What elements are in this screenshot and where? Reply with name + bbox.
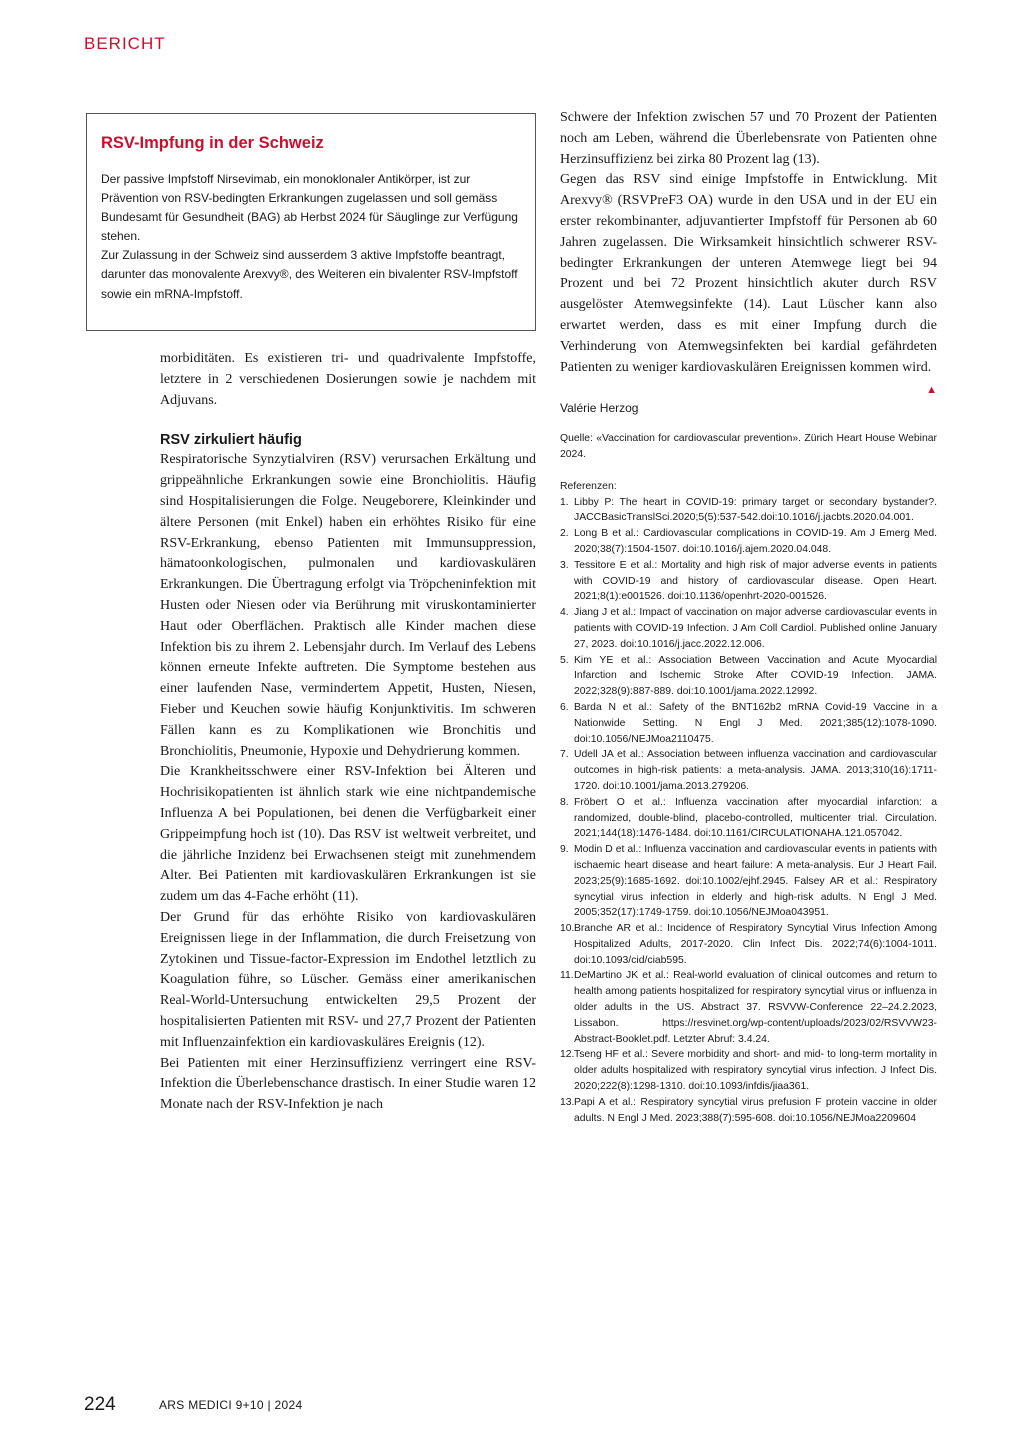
body-paragraph [560,170,937,397]
reference-number: 6. [560,701,569,713]
reference-item [560,921,937,968]
reference-number: 2. [560,528,569,540]
journal-issue: ARS MEDICI 9+10 | 2024 [159,1398,303,1412]
end-of-article-icon: ▲ [926,384,937,397]
right-column [560,108,937,1126]
reference-item [560,526,937,558]
info-box [86,113,536,331]
reference-number: 11. [560,970,574,982]
body-paragraph: Bei Patienten mit einer Herzinsuffizienz verringert eine RSV-Infektion die Überlebenschance drastisch. In einer Studie waren 12 Monate nach der RSV-Infektion je nach [160,1055,536,1113]
references-list [560,495,937,1127]
reference-number: 8. [560,796,569,808]
reference-item [560,605,937,652]
reference-item [560,747,937,794]
reference-item [560,842,937,921]
section-label: BERICHT [84,34,166,53]
reference-text: Tessitore E et al.: Mortality and high risk of major adverse events in patients with COVID-19 and history of cardiovascular disease. Open Heart. 2021;8(1):e001526. doi:10.1136/openhrt-2020-001526. [574,559,937,603]
reference-text: Branche AR et al.: Incidence of Respiratory Syncytial Virus Infection Among Hospitalized Adults, 2017-2020. Clin Infect Dis. 2022;74(6):1004-1011. doi:10.1093/cid/ciab595. [574,923,937,966]
body-paragraph: Die Krankheitsschwere einer RSV-Infektion bei Älteren und Hochrisikopatienten ist ähnlich stark wie eine nichtpandemische Influenza A bei Populationen, bei denen die Verfügbarkeit einer Grippeimpfung hoch ist (10). Das RSV ist weltweit verbreitet, und die jährliche Inzidenz bei Erwachsenen steigt mit zunehmendem Alter. Bei Patienten mit kardiovaskulären Erkrankungen ist sie zudem um das 4-Fache erhöht (11). [160,764,536,905]
reference-text: Long B et al.: Cardiovascular complications in COVID-19. Am J Emerg Med. 2020;38(7):1504-1507. doi:10.1016/j.ajem.2020.04.048. [574,528,937,555]
reference-item [560,558,937,605]
body-paragraph: Respiratorische Synzytialviren (RSV) verursachen Erkältung und grippeähnliche Erkrankungen sowie eine Bronchiolitis. Häufig sind Hospitalisierungen die Folge. Neugeborere, Kleinkinder und ältere Personen (mit Enkel) haben ein erhöhtes Risiko für eine RSV-Erkrankung, ebenso Patienten mit Immunsuppression, hämatoonkologischen, pulmonalen und kardiovaskulären Erkrankungen. Die Übertragung erfolgt via Tröpcheninfektion mit Husten oder Niesen oder via Berührung mit viruskontaminierter Haut oder Oberflächen. Praktisch alle Kinder machen diese Infektion bis zu ihrem 2. Lebensjahr durch. Im Verlauf des Lebens können erneute Infekte auftreten. Die Symptome bestehen aus einer laufenden Nase, vermindertem Appetit, Husten, Niesen, Fieber und Keuchen sowie häufig Konjunktivitis. Im schweren Fällen kann es zu Komplikationen wie Bronchitis und Bronchiolitis, Pneumonie, Hypoxie und Dehydrierung kommen. [160,452,536,759]
left-column [160,349,536,1116]
reference-number: 12. [560,1049,575,1061]
reference-item [560,495,937,527]
body-paragraph: morbiditäten. Es existieren tri- und quadrivalente Impfstoffe, letztere in 2 verschiedenen Dosierungen sowie je nachdem mit Adjuvans. [160,351,536,408]
info-box-paragraph: Der passive Impfstoff Nirsevimab, ein monoklonaler Antikörper, ist zur Prävention von RSV-bedingten Erkrankungen zugelassen und soll gemäss Bundesamt für Gesundheit (BAG) ab Herbst 2024 für Säuglinge zur Verfügung stehen. [101,172,518,244]
reference-text: Papi A et al.: Respiratory syncytial virus prefusion F protein vaccine in older adults. N Engl J Med. 2023;388(7):595-608. doi:10.1056/NEJMoa2209604 [574,1096,937,1124]
reference-text: Fröbert O et al.: Influenza vaccination after myocardial infarction: a randomized, double-blind, placebo-controlled, multicenter trial. Circulation. 2021;144(18):1476-1484. doi:10.1161/CIRCULATIONAHA.121.057042. [574,796,937,840]
reference-item [560,1047,937,1094]
reference-text: Udell JA et al.: Association between influenza vaccination and cardiovascular outcomes in high-risk patients: a meta-analysis. JAMA. 2013;310(16):1711-1720. doi:10.1001/jama.2013.279206. [574,749,937,792]
info-box-title: RSV-Impfung in der Schweiz [101,134,324,152]
reference-text: DeMartino JK et al.: Real-world evaluation of clinical outcomes and return to health among patients hospitalized for respiratory syncytial virus or influenza in older adults in the US. Abstract 37. RSVVW-Conference 22–24.2.2023, Lissabon. https://resvinet.org/wp-content/uploads/2023/02/RSVVW23-Abstract-Booklet.pdf. Letzter Abruf: 3.4.24. [574,970,937,1045]
reference-item [560,795,937,842]
reference-number: 10. [560,923,575,935]
reference-number: 3. [560,559,569,571]
reference-item [560,968,937,1047]
reference-item [560,653,937,700]
author: Valérie Herzog [560,401,639,416]
body-paragraph-text: Gegen das RSV sind einige Impfstoffe in Entwicklung. Mit Arexvy® (RSVPreF3 OA) wurde in den USA und in der EU ein erster rekombinanter, adjuvantierter Impfstoff für Personen ab 60 Jahren zugelassen. Die Wirksamkeit hinsichtlich schwerer RSV-bedingter Erkrankungen der unteren Atemwege liegt bei 94 Prozent und bei 72 Prozent hinsichtlich akuter durch RSV ausgelöster Atemwegsinfekte (14). Laut Lüscher kann also erwartet werden, dass es mit einer Impfung durch die Verhinderung von Atemwegsinfekten bei kardial gefährdeten Patienten zu weniger kardiovaskulären Ereignissen kommen wird. [560,172,937,375]
source-note: Quelle: «Vaccination for cardiovascular prevention». Zürich Heart House Webinar 2024. [560,433,937,460]
reference-item [560,700,937,747]
reference-number: 5. [560,654,569,666]
reference-item [560,1095,937,1127]
info-box-paragraph: Zur Zulassung in der Schweiz sind ausserdem 3 aktive Impfstoffe beantragt, darunter das monovalente Arexvy®, des Weiteren ein bivalenter RSV-Impfstoff sowie ein mRNA-Impfstoff. [101,248,518,301]
reference-text: Kim YE et al.: Association Between Vaccination and Acute Myocardial Infarction and Ischemic Stroke After COVID-19 Infection. JAMA. 2022;328(9):887-889. doi:10.1001/jama.2022.12992. [574,654,937,698]
reference-number: 13. [560,1096,575,1108]
reference-text: Libby P: The heart in COVID-19: primary target or secondary bystander?. JACCBasicTranslSci.2020;5(5):537-542.doi:10.1016/j.jacbts.2020.04.001. [574,496,937,524]
reference-number: 9. [560,844,569,856]
page-number: 224 [84,1394,116,1415]
section-heading: RSV zirkuliert häufig [160,432,302,449]
reference-number: 1. [560,496,569,508]
reference-text: Jiang J et al.: Impact of vaccination on major adverse cardiovascular events in patients with COVID-19 Infection. J Am Coll Cardiol. Published online January 27, 2023. doi:10.1016/j.jacc.2022.12.006. [574,607,937,650]
body-paragraph: Schwere der Infektion zwischen 57 und 70 Prozent der Patienten noch am Leben, während die Überlebensrate von Patienten ohne Herzinsuffizienz bei zirka 80 Prozent lag (13). [560,110,937,167]
body-paragraph: Der Grund für das erhöhte Risiko von kardiovaskulären Ereignissen liege in der Inflammation, die durch Freisetzung von Zytokinen und Tissue-factor-Expression im Endothel letztlich zu Koagulation führe, so Lüscher. Gemäss einer amerikanischen Real-World-Untersuchung entwickelten 29,5 Prozent der hospitalisierten Patienten mit RSV- und 27,7 Prozent der Patienten mit Influenzainfektion ein kardiovaskuläres Ereignis (12). [160,909,536,1050]
references-label: Referenzen: [560,481,617,493]
reference-number: 7. [560,749,569,761]
reference-text: Modin D et al.: Influenza vaccination and cardiovascular events in patients with ischaemic heart disease and heart failure: A meta-analysis. Eur J Heart Fail. 2023;25(9):1685-1692. doi:10.1002/ejhf.2945. Falsey AR et al.: Respiratory syncytial virus infection in elderly and high-risk adults. N Engl J Med. 2005;352(17):1749-1759. doi:10.1056/NEJMoa043951. [574,844,937,919]
reference-text: Tseng HF et al.: Severe morbidity and short- and mid- to long-term mortality in older adults hospitalized with respiratory syncytial virus infection. J Infect Dis. 2020;222(8):1298-1310. doi:10.1093/infdis/jiaa361. [574,1049,937,1093]
reference-number: 4. [560,607,569,619]
reference-text: Barda N et al.: Safety of the BNT162b2 mRNA Covid-19 Vaccine in a Nationwide Setting. N Engl J Med. 2021;385(12):1078-1090. doi:10.1056/NEJMoa2110475. [574,701,937,745]
